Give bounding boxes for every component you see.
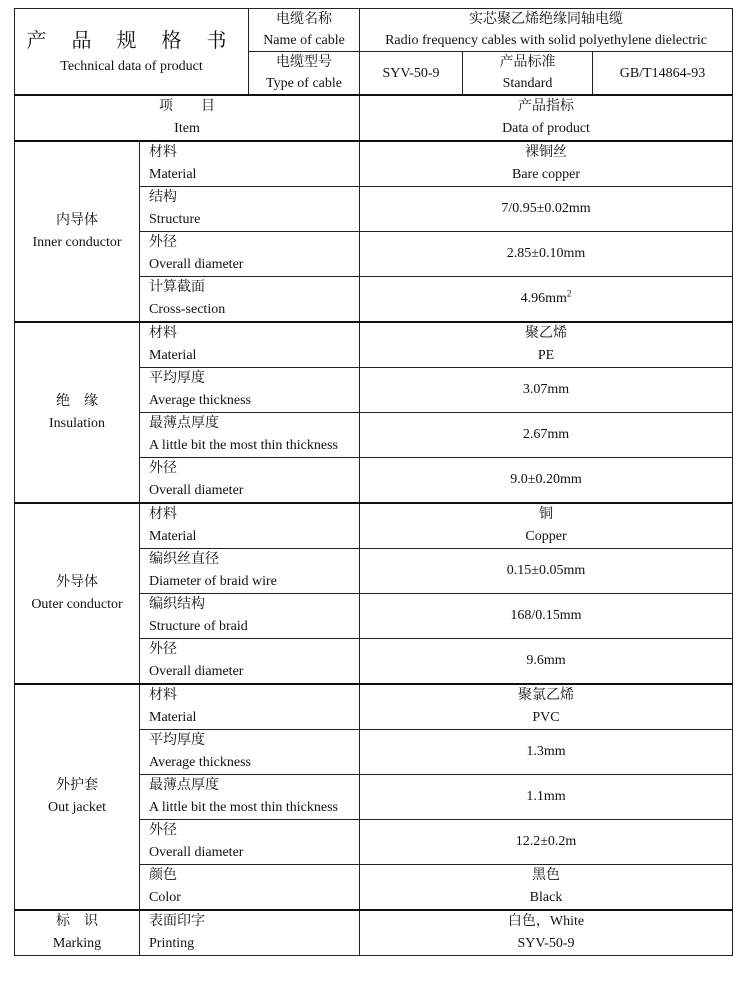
attribute-en: Overall diameter (149, 257, 244, 272)
value-line-2: PVC (532, 710, 560, 725)
value-line-1 (360, 786, 732, 808)
value-text: 裸铜丝 (525, 145, 567, 160)
value-line-1 (360, 504, 732, 526)
attribute-cell (140, 413, 360, 458)
attribute-zh: 结构 (149, 190, 177, 205)
value-line-1 (360, 650, 732, 672)
value-cell (360, 684, 733, 730)
attribute-en: Material (149, 167, 197, 182)
value-line-1 (360, 379, 732, 401)
value-text: 4.96mm (520, 291, 567, 306)
group-label-en: Insulation (49, 415, 105, 431)
attribute-cell (140, 865, 360, 911)
value-text: 0.15±0.05mm (506, 563, 586, 578)
attribute-en: Average thickness (149, 393, 251, 408)
group-label-en: Out jacket (48, 800, 106, 815)
value-cell (360, 865, 733, 911)
value-line-1 (360, 685, 732, 707)
attribute-cell (140, 639, 360, 685)
group-label-en: Marking (52, 936, 102, 951)
group-label-zh: 绝 缘 (56, 393, 98, 409)
value-line-2: Copper (525, 529, 567, 544)
value-cell (360, 820, 733, 865)
value-text: 7/0.95±0.02mm (501, 201, 591, 216)
group-label-en: Inner conductor (32, 234, 122, 250)
attribute-cell (140, 775, 360, 820)
spec-row (15, 910, 733, 956)
attribute-zh: 平均厚度 (149, 733, 205, 748)
attribute-en: Overall diameter (149, 483, 244, 498)
attribute-zh: 材料 (149, 688, 177, 703)
value-line-2: Black (529, 890, 563, 905)
value-cell (360, 639, 733, 685)
attribute-en: Material (149, 348, 197, 363)
attribute-en: A little bit the most thin thickness (149, 800, 338, 815)
attribute-zh: 材料 (149, 507, 177, 522)
attribute-zh: 外径 (149, 235, 177, 250)
value-text: 聚乙烯 (525, 326, 567, 341)
attribute-cell (140, 503, 360, 549)
attribute-en: Cross-section (149, 302, 226, 317)
attribute-cell (140, 368, 360, 413)
spec-row (15, 322, 733, 368)
spec-table (14, 94, 733, 956)
value-text: 9.0±0.20mm (510, 472, 582, 487)
data-column-header: 产品指标 Data of product (360, 95, 733, 141)
value-line-1 (360, 605, 732, 627)
value-text: 1.3mm (526, 744, 566, 759)
attribute-zh: 材料 (149, 145, 177, 160)
value-cell (360, 141, 733, 187)
value-cell (360, 458, 733, 504)
attribute-en: Material (149, 710, 197, 725)
spec-row (15, 684, 733, 730)
value-line-1 (360, 243, 732, 265)
value-cell (360, 549, 733, 594)
attribute-en: A little bit the most thin thickness (149, 438, 338, 453)
value-line-1 (360, 288, 732, 310)
value-cell (360, 187, 733, 232)
attribute-en: Structure (149, 212, 201, 227)
group-label-zh: 内导体 (56, 212, 98, 228)
attribute-zh: 表面印字 (149, 914, 205, 929)
value-text: 2.67mm (522, 427, 570, 442)
cable-type-label: 电缆型号 Type of cable (249, 52, 360, 95)
spec-row (15, 503, 733, 549)
group-label (15, 322, 140, 503)
value-line-2: SYV-50-9 (517, 936, 575, 951)
attribute-en: Overall diameter (149, 664, 244, 679)
header-table (14, 8, 733, 95)
value-text: 3.07mm (522, 382, 570, 397)
attribute-zh: 外径 (149, 461, 177, 476)
value-line-1 (360, 469, 732, 491)
value-line-1 (360, 424, 732, 446)
value-text: 12.2±0.2m (515, 834, 577, 849)
value-cell (360, 730, 733, 775)
attribute-zh: 外径 (149, 823, 177, 838)
value-cell (360, 910, 733, 956)
value-cell (360, 413, 733, 458)
spec-row (15, 141, 733, 187)
group-label (15, 503, 140, 684)
value-line-1 (360, 865, 732, 887)
attribute-cell (140, 820, 360, 865)
attribute-en: Average thickness (149, 755, 251, 770)
cable-name-value: 实芯聚乙烯绝缘同轴电缆 Radio frequency cables with solid polyethylene dielectric (360, 9, 733, 52)
value-line-1 (360, 741, 732, 763)
attribute-cell (140, 730, 360, 775)
attribute-en: Diameter of braid wire (149, 574, 277, 589)
value-cell (360, 277, 733, 323)
value-cell (360, 503, 733, 549)
attribute-cell (140, 910, 360, 956)
standard-label: 产品标准 Standard (463, 52, 593, 95)
value-text: 168/0.15mm (510, 608, 582, 623)
value-line-1 (360, 142, 732, 164)
attribute-cell (140, 322, 360, 368)
attribute-zh: 编织结构 (149, 597, 205, 612)
value-line-1 (360, 911, 732, 933)
attribute-cell (140, 458, 360, 504)
attribute-zh: 材料 (149, 326, 177, 341)
value-cell (360, 322, 733, 368)
value-text: 铜 (539, 507, 553, 522)
spec-body (15, 95, 733, 956)
attribute-en: Material (149, 529, 197, 544)
group-label-zh: 外导体 (56, 574, 98, 590)
item-column-header: 项 目 Item (15, 95, 360, 141)
value-line-1 (360, 198, 732, 220)
attribute-zh: 最薄点厚度 (149, 778, 219, 793)
cable-type-value: SYV-50-9 (360, 52, 463, 95)
value-cell (360, 368, 733, 413)
value-line-1 (360, 560, 732, 582)
attribute-en: Color (149, 890, 181, 905)
attribute-zh: 计算截面 (149, 280, 205, 295)
attribute-cell (140, 684, 360, 730)
value-line-1 (360, 323, 732, 345)
attribute-zh: 最薄点厚度 (149, 416, 219, 431)
attribute-cell (140, 594, 360, 639)
spec-sheet (14, 8, 732, 956)
value-text: 聚氯乙烯 (518, 688, 574, 703)
attribute-cell (140, 141, 360, 187)
value-text: 白色，White (507, 914, 585, 929)
group-label (15, 141, 140, 322)
attribute-en: Structure of braid (149, 619, 248, 634)
attribute-cell (140, 232, 360, 277)
attribute-cell (140, 277, 360, 323)
group-label-zh: 外护套 (56, 778, 98, 793)
standard-value: GB/T14864-93 (593, 52, 733, 95)
value-cell (360, 232, 733, 277)
value-text: 9.6mm (526, 653, 566, 668)
attribute-en: Overall diameter (149, 845, 244, 860)
value-cell (360, 775, 733, 820)
sheet-title-zh: 产 品 规 格 书 (26, 30, 237, 52)
value-text: 黑色 (532, 868, 560, 883)
attribute-cell (140, 549, 360, 594)
group-label (15, 910, 140, 956)
attribute-zh: 编织丝直径 (149, 552, 219, 567)
value-line-2: PE (537, 348, 555, 363)
attribute-en: Printing (149, 936, 195, 951)
attribute-cell (140, 187, 360, 232)
cable-name-label: 电缆名称 Name of cable (249, 9, 360, 52)
sheet-title-cell (15, 9, 249, 95)
value-superscript: 2 (566, 288, 572, 299)
value-cell (360, 594, 733, 639)
attribute-zh: 平均厚度 (149, 371, 205, 386)
sheet-title-en: Technical data of product (60, 59, 203, 74)
group-label-zh: 标 识 (56, 914, 98, 929)
value-text: 1.1mm (526, 789, 566, 804)
group-label (15, 684, 140, 910)
attribute-zh: 颜色 (149, 868, 177, 883)
value-line-2: Bare copper (511, 167, 581, 182)
group-label-en: Outer conductor (31, 596, 123, 612)
value-line-1 (360, 831, 732, 853)
value-text: 2.85±0.10mm (506, 246, 586, 261)
attribute-zh: 外径 (149, 642, 177, 657)
